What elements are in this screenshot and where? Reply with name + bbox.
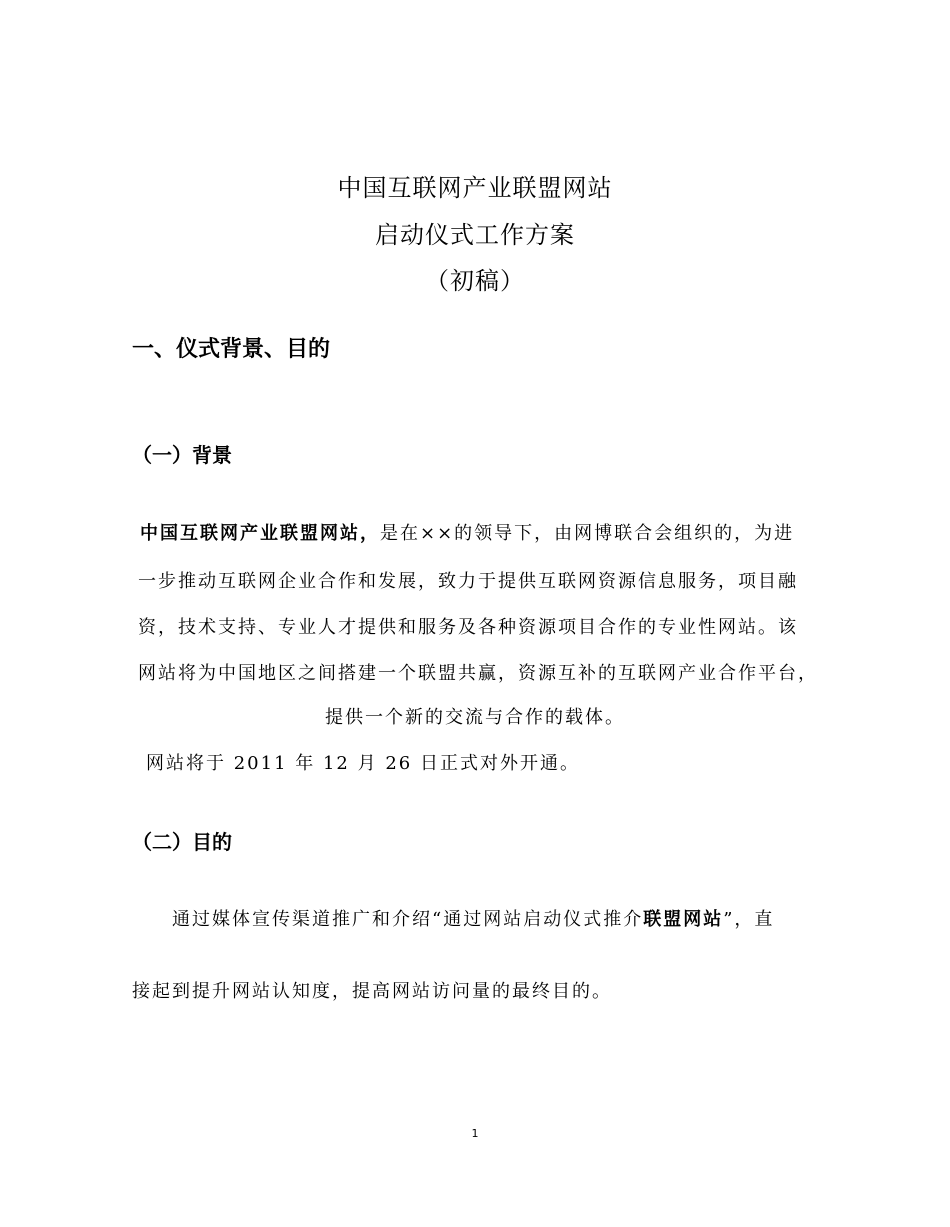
document-title: 中国互联网产业联盟网站	[337, 174, 613, 202]
organization-name: 中国互联网产业联盟网站，	[140, 523, 380, 544]
background-paragraph-line-1	[140, 522, 794, 546]
background-paragraph-line-5: 提供一个新的交流与合作的载体。	[325, 707, 625, 728]
background-paragraph-line-3: 资，技术支持、专业人才提供和服务及各种资源项目合作的专业性网站。该	[138, 617, 798, 638]
draft-label: （初稿）	[425, 267, 525, 295]
purpose-text-b: ”，直	[723, 909, 775, 930]
purpose-paragraph-line-1	[172, 908, 774, 932]
background-text: 是在××的领导下，由网博联合会组织的，为进	[380, 523, 795, 544]
background-paragraph-line-2: 一步推动互联网企业合作和发展，致力于提供互联网资源信息服务，项目融	[138, 571, 798, 592]
purpose-text-a: 通过媒体宣传渠道推广和介绍“通过网站启动仪式推介	[172, 909, 644, 930]
purpose-paragraph-line-2: 接起到提升网站认知度，提高网站访问量的最终目的。	[132, 981, 612, 1002]
background-paragraph-line-4: 网站将为中国地区之间搭建一个联盟共赢，资源互补的互联网产业合作平台，	[138, 663, 818, 684]
document-subtitle: 启动仪式工作方案	[375, 221, 575, 249]
subsection-heading-purpose: （二）目的	[132, 830, 232, 854]
subsection-heading-background: （一）背景	[132, 443, 232, 467]
alliance-website-text: 联盟网站	[643, 909, 724, 930]
launch-date-text: 网站将于 2011 年 12 月 26 日正式对外开通。	[146, 753, 580, 774]
page-number: 1	[471, 1127, 479, 1140]
section-heading-background-purpose: 一、仪式背景、目的	[132, 337, 331, 362]
